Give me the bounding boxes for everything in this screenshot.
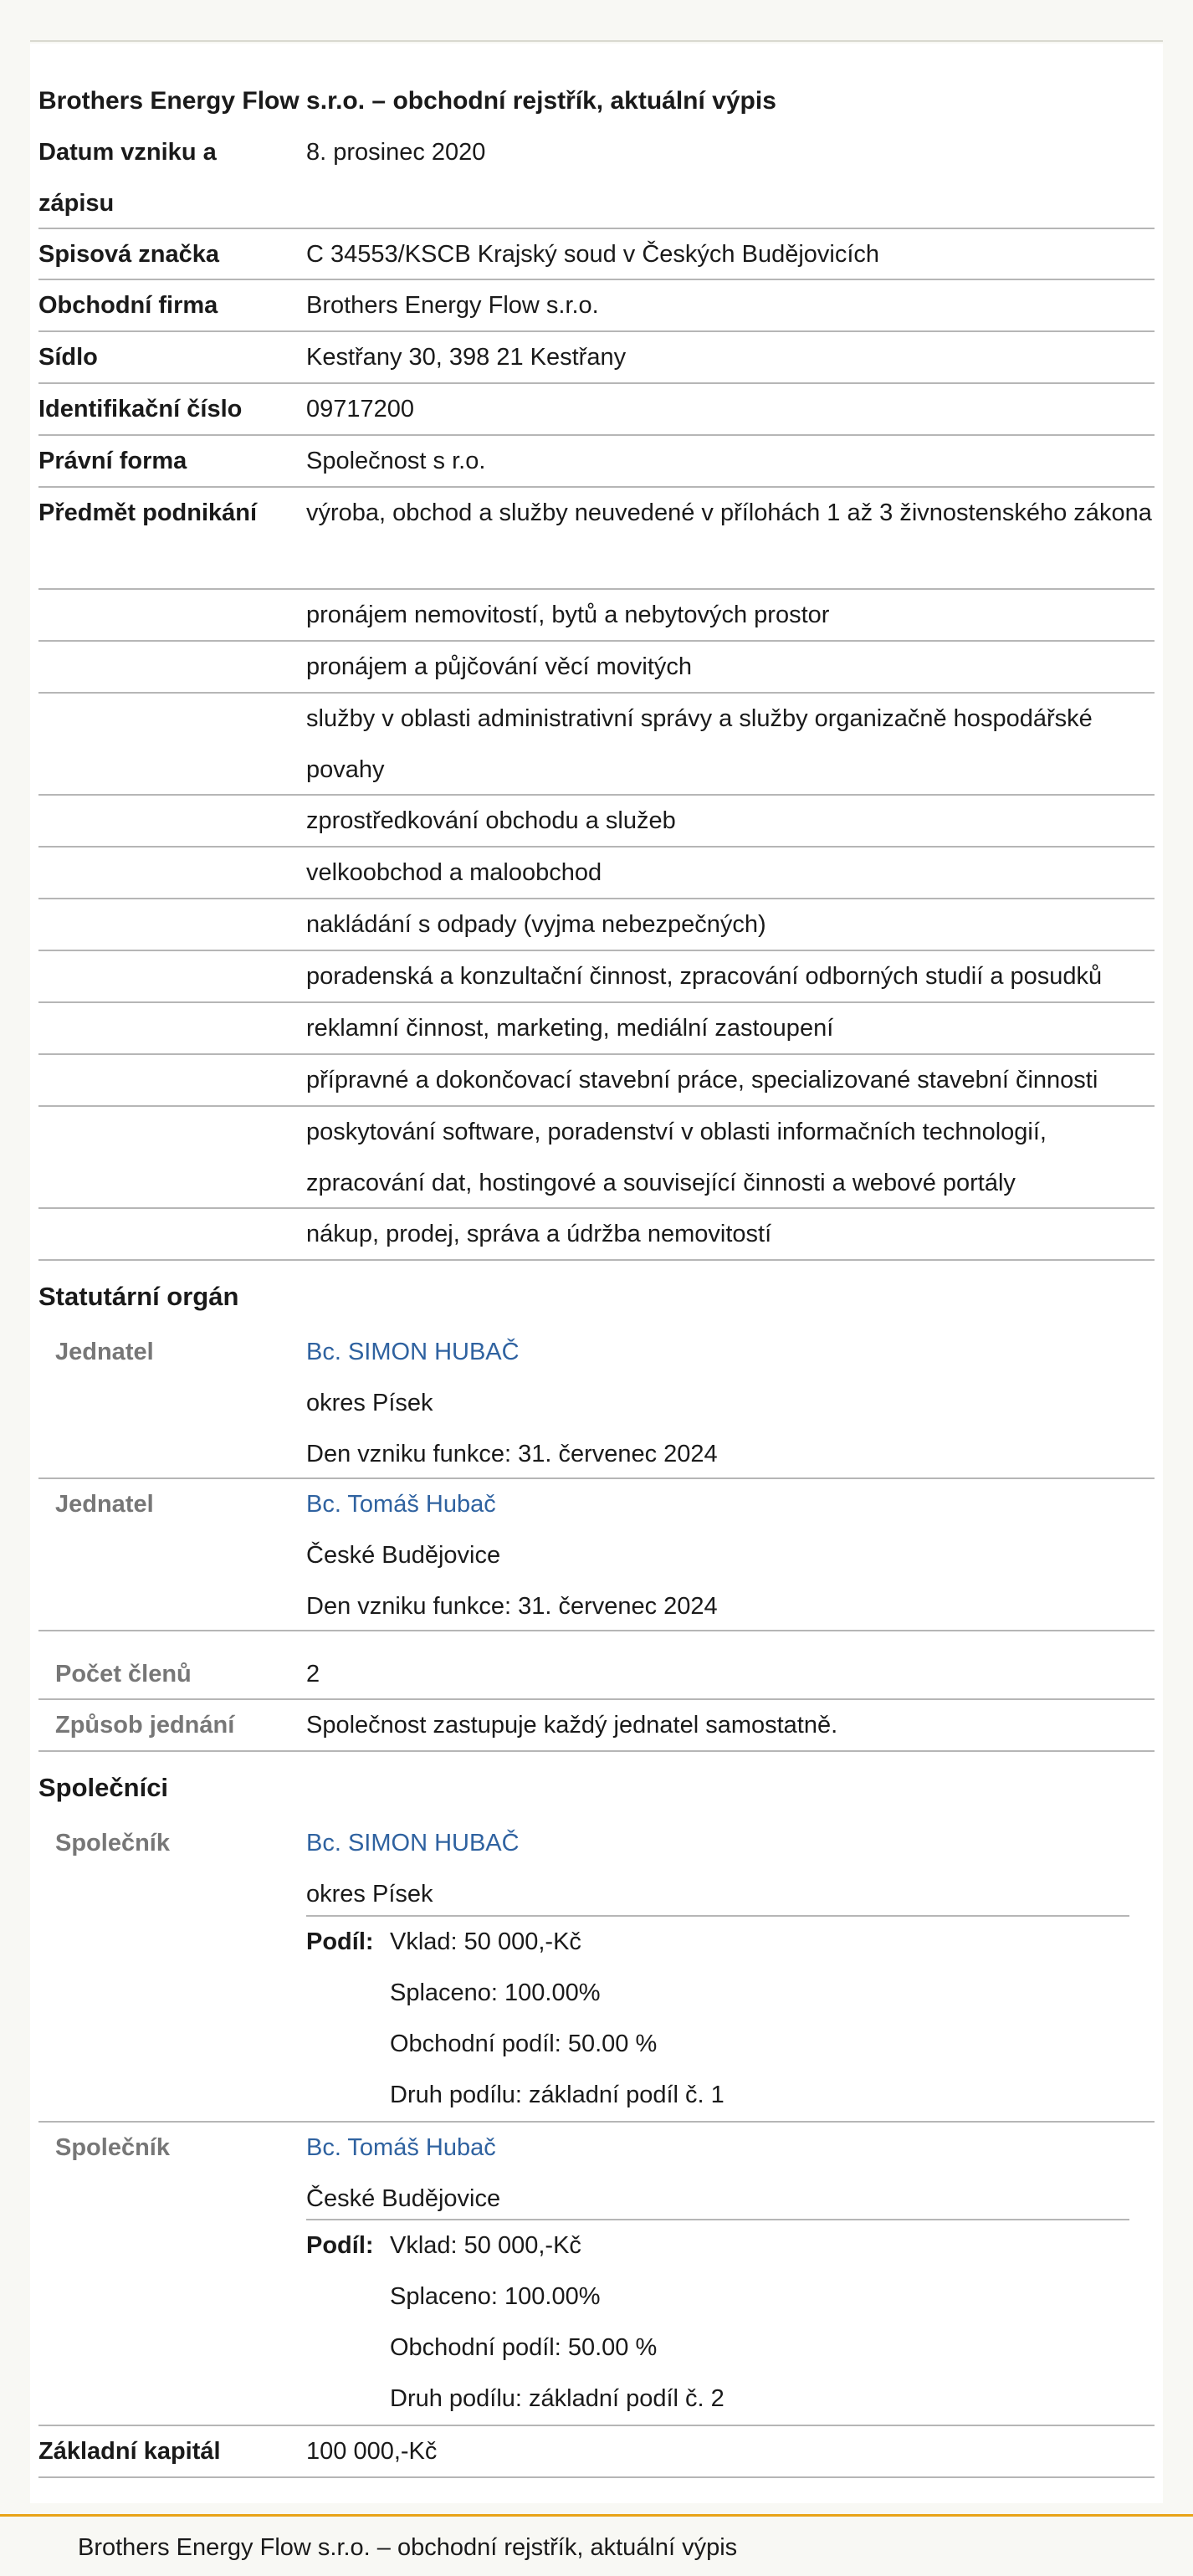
row-member-count	[38, 1649, 1155, 1700]
row-file-number	[38, 229, 1155, 280]
top-divider	[30, 40, 1163, 42]
partner-place: okres Písek	[306, 1881, 433, 1908]
activity-text: přípravné a dokončovací stavební práce, specializované stavební činnosti	[306, 1067, 1098, 1093]
member-since: Den vzniku funkce: 31. červenec 2024	[306, 1593, 718, 1620]
activity-text: služby v oblasti administrativní správy a služby organizačně hospodářské povahy	[306, 705, 1093, 783]
row-value: C 34553/KSCB Krajský soud v Českých Budějovicích	[306, 241, 880, 268]
row-value: Brothers Energy Flow s.r.o.	[306, 292, 599, 319]
row-value: Společnost s r.o.	[306, 448, 486, 474]
activity-text: poradenská a konzultační činnost, zpracování odborných studií a posudků	[306, 963, 1103, 990]
activity-text: nákup, prodej, správa a údržba nemovitostí	[306, 1221, 772, 1247]
member-name-link[interactable]: Bc. SIMON HUBAČ	[306, 1339, 520, 1365]
partner-role: Společník	[55, 1830, 170, 1856]
row-label: Identifikační číslo	[38, 396, 243, 423]
member-role: Jednatel	[55, 1339, 154, 1365]
page-title: Brothers Energy Flow s.r.o. – obchodní rejstřík, aktuální výpis	[38, 87, 776, 115]
partner-share	[306, 2219, 1129, 2425]
partner-share	[306, 1915, 1129, 2121]
row-value: 100 000,-Kč	[306, 2438, 438, 2465]
activity-item	[38, 642, 1155, 694]
activity-item	[38, 848, 1155, 899]
section-heading-partners: Společníci	[38, 1773, 169, 1802]
member-place: okres Písek	[306, 1390, 433, 1416]
row-value: 8. prosinec 2020	[306, 139, 486, 166]
row-acting-method	[38, 1700, 1155, 1752]
activity-item	[38, 488, 1155, 590]
partner-name-link[interactable]: Bc. SIMON HUBAČ	[306, 1830, 520, 1856]
member-place: České Budějovice	[306, 1542, 501, 1569]
row-founded	[38, 127, 1155, 229]
row-label: Předmět podnikání	[38, 499, 258, 526]
activity-item	[38, 694, 1155, 796]
share-kind: Druh podílu: základní podíl č. 2	[390, 2385, 725, 2412]
activity-item	[38, 1107, 1155, 1209]
share-deposit: Vklad: 50 000,-Kč	[390, 2232, 581, 2259]
row-label: Základní kapitál	[38, 2438, 221, 2465]
row-label: Počet členů	[55, 1661, 192, 1687]
row-label: Sídlo	[38, 344, 98, 371]
activity-item	[38, 1209, 1155, 1261]
row-label: Obchodní firma	[38, 292, 218, 319]
activity-text: poskytování software, poradenství v oblasti informačních technologií, zpracování dat, hostingové a související činnosti a webové portály	[306, 1119, 1047, 1196]
activity-item	[38, 1003, 1155, 1055]
activity-text: pronájem a půjčování věcí movitých	[306, 653, 692, 680]
activity-text: reklamní činnost, marketing, mediální zastoupení	[306, 1015, 834, 1042]
partner-name-link[interactable]: Bc. Tomáš Hubač	[306, 2134, 496, 2161]
activity-item	[38, 590, 1155, 642]
row-value: Kestřany 30, 398 21 Kestřany	[306, 344, 627, 371]
activity-item	[38, 899, 1155, 951]
footer-text: Brothers Energy Flow s.r.o. – obchodní rejstřík, aktuální výpis	[78, 2534, 738, 2561]
share-paid: Splaceno: 100.00%	[390, 2283, 601, 2310]
statutory-member	[38, 1479, 1155, 1631]
share-kind: Druh podílu: základní podíl č. 1	[390, 2082, 725, 2108]
share-deposit: Vklad: 50 000,-Kč	[390, 1928, 581, 1955]
row-seat	[38, 332, 1155, 384]
partner-place: České Budějovice	[306, 2185, 501, 2212]
share-label: Podíl:	[306, 1928, 374, 1955]
row-label: Datum vzniku a zápisu	[38, 139, 217, 217]
registry-extract	[30, 44, 1163, 2503]
member-name-link[interactable]: Bc. Tomáš Hubač	[306, 1491, 496, 1518]
share-paid: Splaceno: 100.00%	[390, 1979, 601, 2006]
row-label: Způsob jednání	[55, 1712, 235, 1739]
statutory-member	[38, 1327, 1155, 1479]
activity-text: výroba, obchod a služby neuvedené v přílohách 1 až 3 živnostenského zákona	[306, 499, 1152, 526]
row-label: Právní forma	[38, 448, 187, 474]
row-value: 09717200	[306, 396, 415, 423]
row-legal-form	[38, 436, 1155, 488]
activity-item	[38, 796, 1155, 848]
row-company-name	[38, 280, 1155, 332]
partner-role: Společník	[55, 2134, 170, 2161]
share-ratio: Obchodní podíl: 50.00 %	[390, 2031, 658, 2057]
activity-item	[38, 951, 1155, 1003]
row-label: Spisová značka	[38, 241, 219, 268]
member-role: Jednatel	[55, 1491, 154, 1518]
row-id-number	[38, 384, 1155, 436]
row-value: 2	[306, 1661, 320, 1687]
row-value: Společnost zastupuje každý jednatel samostatně.	[306, 1712, 838, 1739]
activity-text: pronájem nemovitostí, bytů a nebytových prostor	[306, 602, 830, 628]
activity-text: velkoobchod a maloobchod	[306, 859, 602, 886]
activity-item	[38, 1055, 1155, 1107]
member-since: Den vzniku funkce: 31. červenec 2024	[306, 1441, 718, 1467]
footer	[0, 2514, 1193, 2576]
share-ratio: Obchodní podíl: 50.00 %	[390, 2334, 658, 2361]
activity-text: zprostředkování obchodu a služeb	[306, 807, 676, 834]
section-heading-statutory: Statutární orgán	[38, 1282, 239, 1311]
activity-text: nakládání s odpady (vyjma nebezpečných)	[306, 911, 766, 938]
share-label: Podíl:	[306, 2232, 374, 2259]
row-capital	[38, 2426, 1155, 2478]
